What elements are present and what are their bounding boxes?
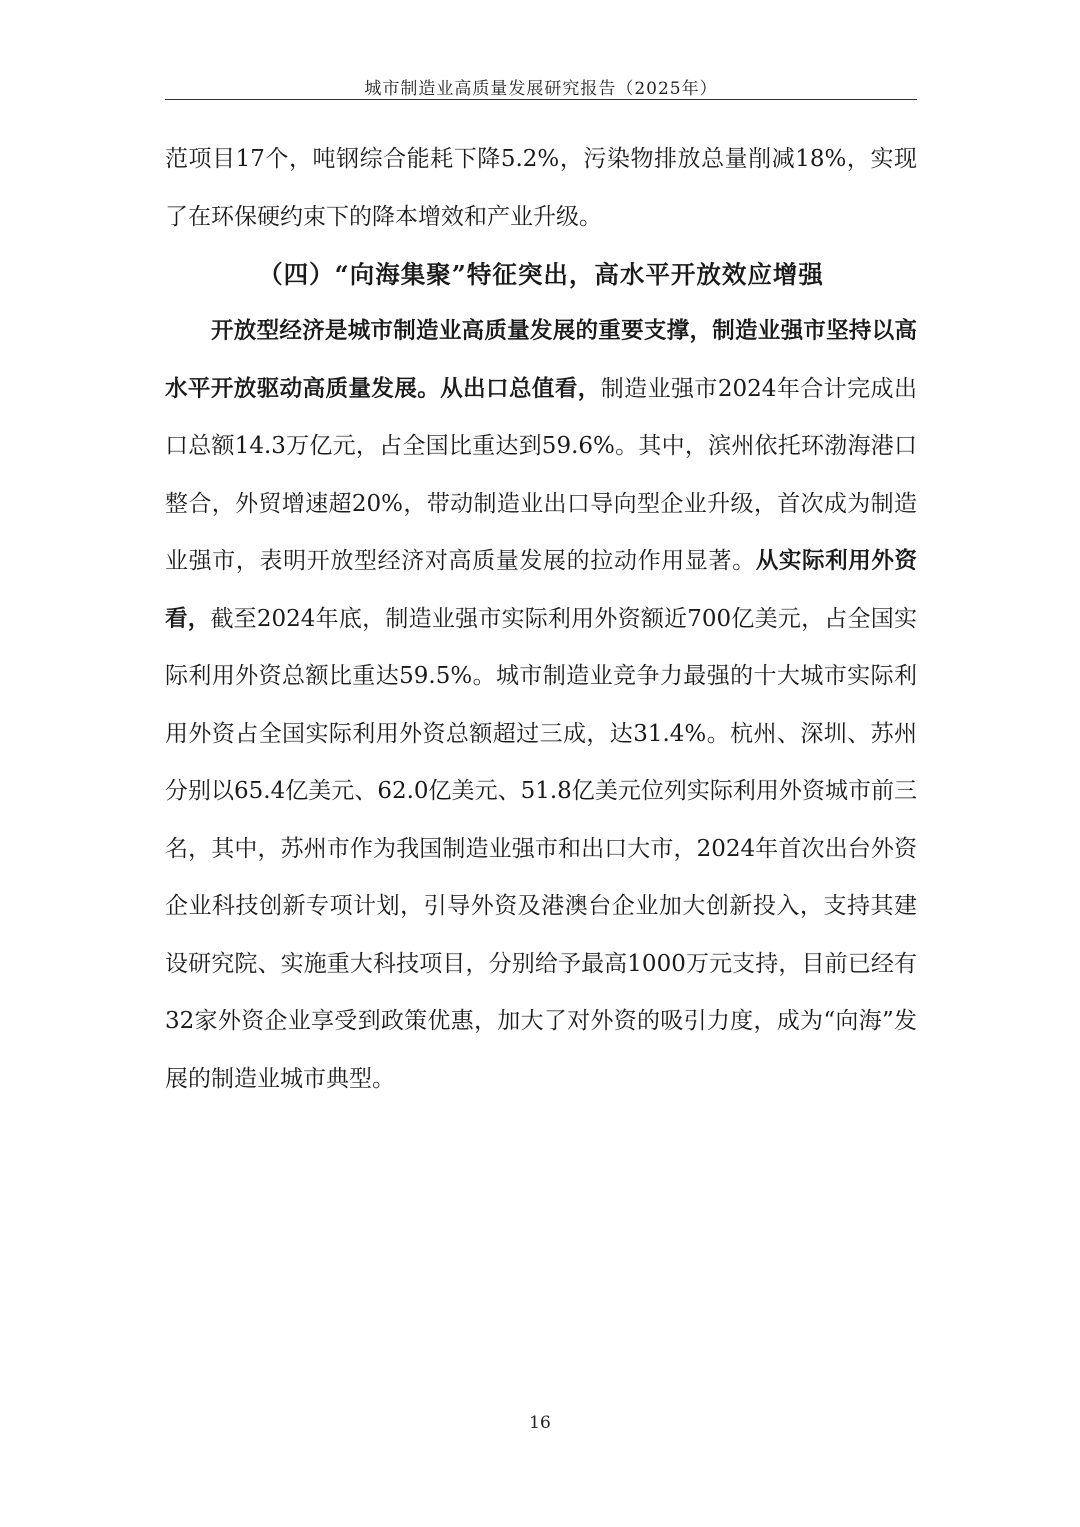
paragraph-text-fdi: 截至2024年底，制造业强市实际利用外资额近700亿美元，占全国实际利用外资总额比重达59.5%。城市制造业竞争力最强的十大城市实际利用外资占全国实际利用外资总额超过三成，达31.4%。杭州、深圳、苏州分别以65.4亿美元、62.0亿美元、51.8亿美元位列实际利用外资城市前三名，其中，苏州市作为我国制造业强市和出口大市，2024年首次出台外资企业科技创新专项计划，引导外资及港澳台企业加大创新投入，支持其建设研究院、实施重大科技项目，分别给予最高1000万元支持，目前已经有32家外资企业享受到政策优惠，加大了对外资的吸引力度，成为“向海”发展的制造业城市典型。 (165, 605, 917, 1092)
page-header: 城市制造业高质量发展研究报告（2025年） (364, 79, 718, 99)
section-heading: （四）“向海集聚”特征突出，高水平开放效应增强 (258, 260, 824, 289)
header-divider (165, 99, 917, 100)
paragraph-lead-fdi: 从实际利用外资看， (165, 548, 917, 632)
page-number: 16 (529, 1413, 551, 1433)
paragraph-open-economy (165, 303, 917, 1108)
paragraph-continuation: 范项目17个，吨钢综合能耗下降5.2%，污染物排放总量削减18%，实现了在环保硬约束下的降本增效和产业升级。 (165, 146, 917, 230)
paragraph-text-export: 制造业强市2024年合计完成出口总额14.3万亿元，占全国比重达到59.6%。其中，滨州依托环渤海港口整合，外贸增速超20%，带动制造业出口导向型企业升级，首次成为制造业强市，表明开放型经济对高质量发展的拉动作用显著。 (165, 375, 917, 574)
paragraph-lead-export: 开放型经济是城市制造业高质量发展的重要支撑，制造业强市坚持以高水平开放驱动高质量发展。从出口总值看， (165, 318, 917, 402)
